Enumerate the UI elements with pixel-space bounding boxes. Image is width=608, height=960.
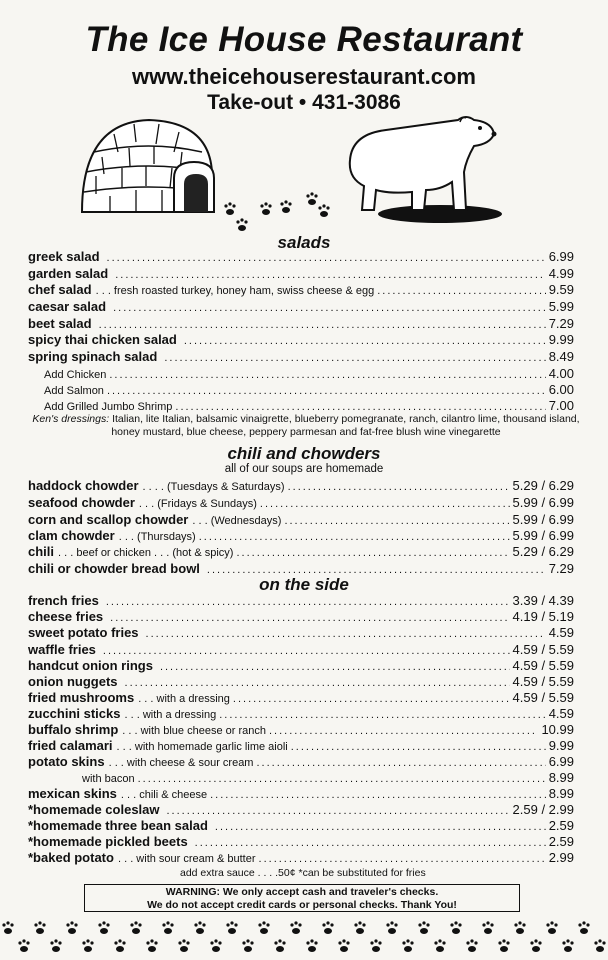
menu-item [28, 512, 574, 529]
menu-item [28, 316, 574, 333]
leader-dots [184, 335, 546, 347]
paw-print [482, 921, 493, 934]
leader-dots [99, 319, 546, 331]
menu-item [28, 349, 574, 366]
paw-print [578, 921, 589, 934]
paw-print [50, 939, 61, 952]
paw-print-icon [220, 188, 340, 236]
payment-warning [84, 884, 520, 912]
paw-print [354, 921, 365, 934]
paw-print [530, 939, 541, 952]
dressings-label: Ken's dressings: [32, 413, 110, 425]
item-price: 6.99 [548, 754, 574, 769]
addon-item [44, 382, 574, 399]
item-name: fried calamari [28, 738, 113, 753]
item-price: 4.59 [548, 706, 574, 721]
menu-item [28, 544, 574, 561]
paw-print [402, 939, 413, 952]
item-price: 2.59 [548, 834, 574, 849]
item-price: 4.59 / 5.59 [512, 674, 574, 689]
item-name: greek salad [28, 249, 100, 264]
leader-dots [115, 269, 545, 281]
paw-print [98, 921, 109, 934]
leader-dots [146, 628, 546, 640]
paw-print [514, 921, 525, 934]
leader-dots [377, 285, 545, 297]
item-desc: . . . with homemade garlic lime aioli [116, 741, 288, 753]
paw-print [178, 939, 189, 952]
item-price: 4.99 [548, 266, 574, 281]
item-price: 7.29 [548, 316, 574, 331]
menu-item [28, 478, 574, 495]
paw-border-icon [0, 914, 608, 960]
paw-print [434, 939, 445, 952]
menu-item [28, 674, 574, 691]
item-desc: . . . with a dressing [124, 709, 217, 721]
item-price: 5.99 / 6.99 [512, 528, 574, 543]
leader-dots [195, 837, 546, 849]
item-desc: . . . (Wednesdays) [192, 515, 282, 527]
item-name: buffalo shrimp [28, 722, 119, 737]
item-name: corn and scallop chowder [28, 512, 189, 527]
item-desc: . . . chili & cheese [120, 789, 208, 801]
paw-print [290, 921, 301, 934]
item-price: 2.59 [548, 818, 574, 833]
addon-name: Add Chicken [44, 369, 107, 381]
item-name: *homemade coleslaw [28, 802, 160, 817]
paw-print [370, 939, 381, 952]
item-name: zucchini sticks [28, 706, 121, 721]
paw-print [194, 921, 205, 934]
leader-dots [210, 789, 546, 801]
item-name: spicy thai chicken salad [28, 332, 177, 347]
paw-print [322, 921, 333, 934]
addon-name: Add Salmon [44, 385, 104, 397]
item-desc: . . . with a dressing [138, 693, 230, 705]
leader-dots [291, 741, 546, 753]
paw-print [146, 939, 157, 952]
menu-item [28, 495, 574, 512]
addon-item [44, 366, 574, 383]
item-price: 2.59 / 2.99 [512, 802, 574, 817]
item-price: 2.99 [548, 850, 574, 865]
paw-print [274, 939, 285, 952]
item-name: seafood chowder [28, 495, 135, 510]
leader-dots [215, 821, 546, 833]
item-name: garden salad [28, 266, 109, 281]
addon-name: Add Grilled Jumbo Shrimp [44, 401, 173, 413]
item-price: 5.29 / 6.29 [512, 544, 574, 559]
item-name: spring spinach salad [28, 349, 158, 364]
item-desc: with bacon [82, 773, 135, 785]
item-name: haddock chowder [28, 478, 139, 493]
paw-print [594, 939, 605, 952]
leader-dots [199, 531, 510, 543]
item-name: potato skins [28, 754, 105, 769]
leader-dots [256, 757, 545, 769]
menu-item [28, 818, 574, 835]
paw-print [562, 939, 573, 952]
leader-dots [103, 645, 510, 657]
item-price: 8.99 [548, 770, 574, 785]
menu-item [28, 786, 574, 803]
leader-dots [236, 547, 509, 559]
menu-item [28, 609, 574, 626]
dressings-list: Italian, lite Italian, balsamic vinaigrette, blueberry pomegranate, ranch, cilantro lime, thousand island, honey mustard, blue cheese, peppery parmesan and fat-free blush wine vinegarette [111, 413, 580, 438]
item-price: 5.99 / 6.99 [512, 495, 574, 510]
paw-print [34, 921, 45, 934]
chili-note: all of our soups are homemade [224, 463, 384, 475]
leader-dots [233, 693, 510, 705]
item-name: *homemade three bean salad [28, 818, 208, 833]
menu-item [28, 690, 574, 707]
item-price: 5.99 [548, 299, 574, 314]
paw-print [306, 939, 317, 952]
menu-item [28, 658, 574, 675]
menu-item [28, 738, 574, 755]
leader-dots [138, 773, 546, 785]
menu-item [28, 593, 574, 610]
addon-price: 6.00 [548, 382, 574, 397]
menu-item [28, 802, 574, 819]
polar-bear-icon [340, 110, 508, 226]
section-title-salads: salads [277, 233, 331, 252]
item-price: 4.59 / 5.59 [512, 690, 574, 705]
item-name: french fries [28, 593, 99, 608]
item-name: caesar salad [28, 299, 107, 314]
dressings-note [26, 413, 586, 439]
leader-dots [259, 853, 546, 865]
paw-print [546, 921, 557, 934]
paw-print [162, 921, 173, 934]
item-price: 8.49 [548, 349, 574, 364]
warning-line-2: We do not accept credit cards or personal checks. Thank You! [147, 899, 457, 911]
item-name: handcut onion rings [28, 658, 153, 673]
leader-dots [175, 401, 545, 413]
item-desc: . . . (Thursdays) [118, 531, 196, 543]
item-price: 10.99 [541, 722, 574, 737]
menu-item [28, 722, 574, 739]
section-title-side: on the side [259, 575, 349, 594]
item-price: 5.99 / 6.99 [512, 512, 574, 527]
menu-item [28, 332, 574, 349]
paw-print [418, 921, 429, 934]
item-name: *baked potato [28, 850, 114, 865]
item-desc: . . . . (Tuesdays & Saturdays) [142, 481, 285, 493]
leader-dots [164, 352, 545, 364]
item-price: 4.59 / 5.59 [512, 642, 574, 657]
leader-dots [113, 302, 546, 314]
paw-print [82, 939, 93, 952]
paw-print [226, 921, 237, 934]
menu-item [28, 834, 574, 851]
menu-item [28, 266, 574, 283]
item-name: chili or chowder bread bowl [28, 561, 200, 576]
addon-price: 7.00 [548, 398, 574, 413]
menu-item [28, 642, 574, 659]
extra-sauce-note: add extra sauce . . . .50¢ *can be substituted for fries [180, 867, 426, 879]
restaurant-title: The Ice House Restaurant [85, 20, 523, 59]
addon-price: 4.00 [548, 366, 574, 381]
item-name: sweet potato fries [28, 625, 139, 640]
leader-dots [110, 612, 509, 624]
item-desc: . . . beef or chicken . . . (hot & spicy) [58, 547, 234, 559]
paw-print [498, 939, 509, 952]
leader-dots [260, 498, 510, 510]
paw-print [210, 939, 221, 952]
leader-dots [107, 385, 546, 397]
item-price: 7.29 [548, 561, 574, 576]
paw-print [242, 939, 253, 952]
item-name: onion nuggets [28, 674, 118, 689]
paw-print [2, 921, 13, 934]
paw-print [18, 939, 29, 952]
warning-line-1: WARNING: We only accept cash and traveler's checks. [165, 886, 439, 898]
menu-item [28, 249, 574, 266]
item-price: 4.59 [548, 625, 574, 640]
item-name: chef salad [28, 282, 92, 297]
item-price: 5.29 / 6.29 [512, 478, 574, 493]
item-price: 4.59 / 5.59 [512, 658, 574, 673]
takeout-phone: Take-out • 431-3086 [207, 91, 401, 114]
item-name: chili [28, 544, 55, 559]
menu-item [28, 625, 574, 642]
item-desc: . . . (Fridays & Sundays) [138, 498, 257, 510]
leader-dots [125, 677, 510, 689]
paw-print [130, 921, 141, 934]
item-desc: . . . with sour cream & butter [117, 853, 256, 865]
paw-print [386, 921, 397, 934]
menu-item [28, 754, 574, 771]
leader-dots [288, 481, 510, 493]
paw-print [338, 939, 349, 952]
item-price: 6.99 [548, 249, 574, 264]
leader-dots [107, 252, 546, 264]
item-name: beet salad [28, 316, 92, 331]
item-price: 9.99 [548, 738, 574, 753]
section-title-chili: chili and chowders [227, 444, 381, 463]
item-desc: . . . with cheese & sour cream [108, 757, 254, 769]
leader-dots [109, 369, 545, 381]
leader-dots [106, 596, 510, 608]
paw-print [258, 921, 269, 934]
menu-item [28, 528, 574, 545]
item-price: 4.19 / 5.19 [512, 609, 574, 624]
paw-print [450, 921, 461, 934]
item-desc: . . . fresh roasted turkey, honey ham, swiss cheese & egg [95, 285, 375, 297]
igloo-icon [74, 112, 224, 216]
website-text: www.theicehouserestaurant.com [132, 64, 476, 89]
item-name: waffle fries [28, 642, 96, 657]
paw-print [466, 939, 477, 952]
leader-dots [284, 515, 509, 527]
menu-item [28, 850, 574, 867]
item-price: 9.59 [548, 282, 574, 297]
leader-dots [160, 661, 510, 673]
item-name: *homemade pickled beets [28, 834, 188, 849]
menu-item [78, 770, 574, 787]
menu-item [28, 282, 574, 299]
item-name: fried mushrooms [28, 690, 135, 705]
item-price: 8.99 [548, 786, 574, 801]
paw-print [114, 939, 125, 952]
menu-item [28, 706, 574, 723]
item-price: 3.39 / 4.39 [512, 593, 574, 608]
leader-dots [167, 805, 510, 817]
leader-dots [219, 709, 545, 721]
paw-print [66, 921, 77, 934]
item-name: cheese fries [28, 609, 104, 624]
leader-dots [269, 725, 538, 737]
item-price: 9.99 [548, 332, 574, 347]
item-name: clam chowder [28, 528, 115, 543]
item-desc: . . . with blue cheese or ranch [122, 725, 266, 737]
menu-item [28, 299, 574, 316]
item-name: mexican skins [28, 786, 117, 801]
